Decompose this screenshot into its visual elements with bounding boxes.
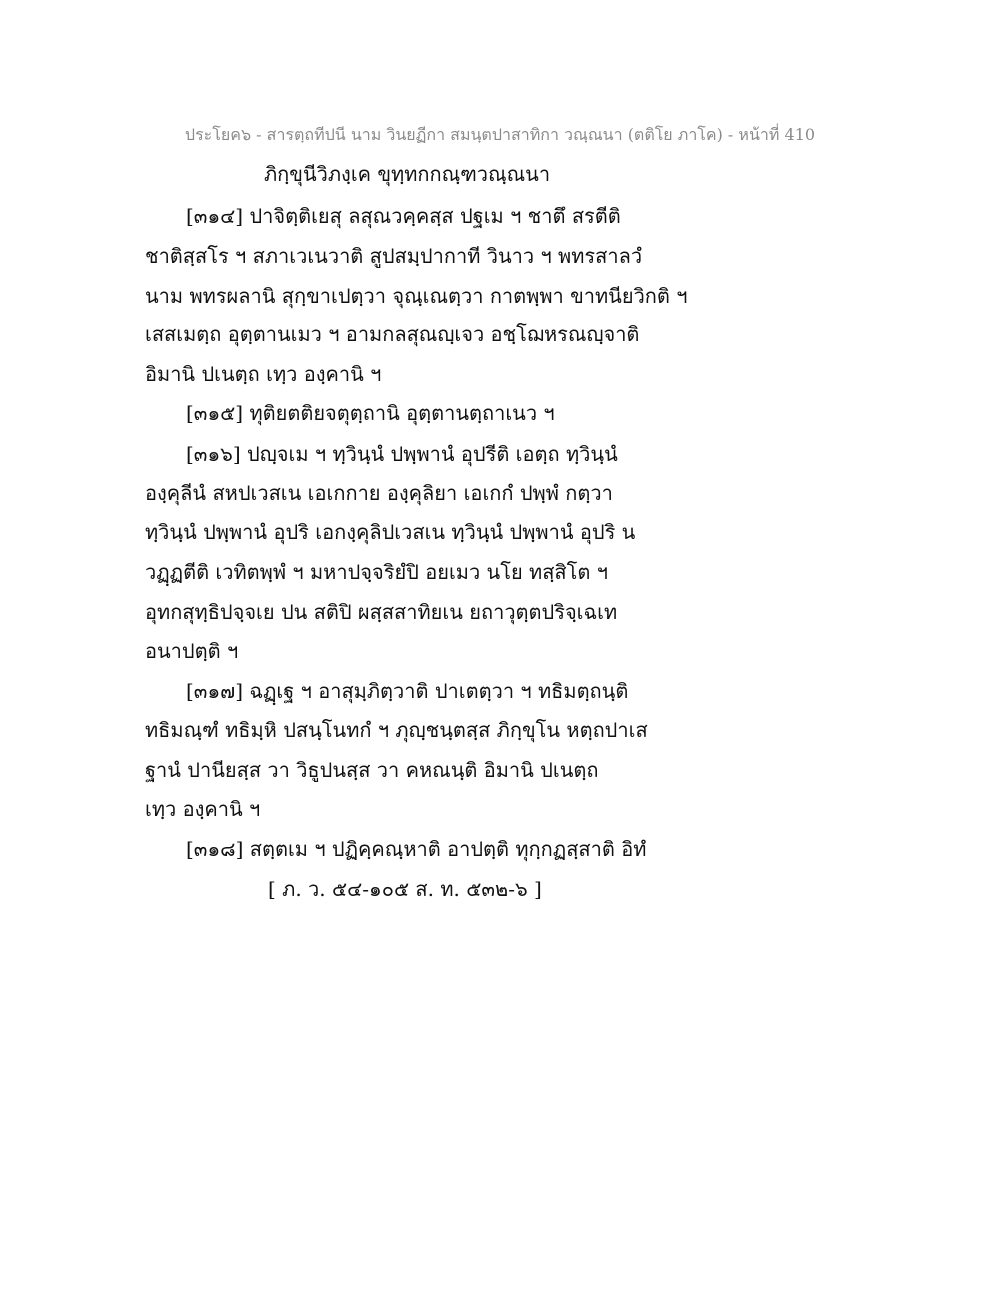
text-line: เทฺว องฺคานิ ฯ — [145, 797, 261, 821]
text-line: [๓๑๗] ฉฏฺเฐ ฯ อาสุมฺภิตฺวาติ ปาเตตฺวา ฯ ทธิมตฺถนฺติ — [186, 679, 629, 703]
text-line: [๓๑๖] ปญฺจเม ฯ ทฺวินฺนํ ปพฺพานํ อุปรีติ เอตฺถ ทฺวินฺนํ — [186, 442, 618, 466]
text-line: ทฺวินฺนํ ปพฺพานํ อุปริ เอกงฺคุลิปเวสเน ทฺวินฺนํ ปพฺพานํ อุปริ น — [145, 520, 636, 544]
text-line: [๓๑๔] ปาจิตฺติเยสุ ลสุณวคฺคสฺส ปฐเม ฯ ชาตึ สรตีติ — [186, 204, 621, 228]
text-line: อุทกสุทฺธิปจฺจเย ปน สติปิ ผสฺสสาทิยเน ยถาวุตฺตปริจฺเฉเท — [145, 600, 618, 624]
page-header: ประโยค๖ - สารตฺถทีปนี นาม วินยฏีกา สมนฺตปาสาทิกา วณฺณนา (ตติโย ภาโค) - หน้าที่ 410 — [184, 125, 816, 144]
text-line: วฏฺฏตีติ เวทิตพฺพํ ฯ มหาปจฺจริยํปิ อยเมว นโย ทสฺสิโต ฯ — [145, 560, 608, 584]
text-line: นาม พทรผลานิ สุกฺขาเปตฺวา จุณฺเณตฺวา กาตพฺพา ขาทนียวิกติ ฯ — [145, 284, 688, 308]
text-line: องฺคุลีนํ สหปเวสเน เอเกกาย องฺคุลิยา เอเกกํ ปพฺพํ กตฺวา — [145, 481, 613, 505]
text-line: ฐานํ ปานียสฺส วา วิธูปนสฺส วา คหณนฺติ อิมานิ ปเนตฺถ — [145, 758, 599, 782]
text-line: ทธิมณฺฑํ ทธิมฺหิ ปสนฺโนทกํ ฯ ภุญฺชนฺตสฺส ภิกฺขุโน หตฺถปาเส — [145, 718, 648, 742]
text-line: เสสเมตฺถ อุตฺตานเมว ฯ อามกลสุณญฺเจว อชฺโฌหรณญฺจาติ — [145, 322, 640, 346]
text-line: อิมานิ ปเนตฺถ เทฺว องฺคานิ ฯ — [145, 362, 382, 386]
text-line: อนาปตฺติ ฯ — [145, 639, 239, 663]
section-title: ภิกฺขุนีวิภงฺเค ขุทฺทกกณฺฑวณฺณนา — [264, 162, 551, 186]
text-line: [๓๑๕] ทุติยตติยจตุตฺถานิ อุตฺตานตฺถาเนว ฯ — [186, 401, 555, 425]
text-line: ชาติสฺสโร ฯ สภาเวเนวาติ สูปสมฺปากาที วินาว ฯ พทรสาลวํ — [145, 244, 643, 268]
text-line: [๓๑๘] สตฺตเม ฯ ปฏิคฺคณฺหาติ อาปตฺติ ทุกฺกฏสฺสาติ อิทํ — [186, 837, 647, 861]
reference-citation: [ ภ. ว. ๕๔-๑๐๕ ส. ท. ๕๓๒-๖ ] — [268, 877, 542, 901]
